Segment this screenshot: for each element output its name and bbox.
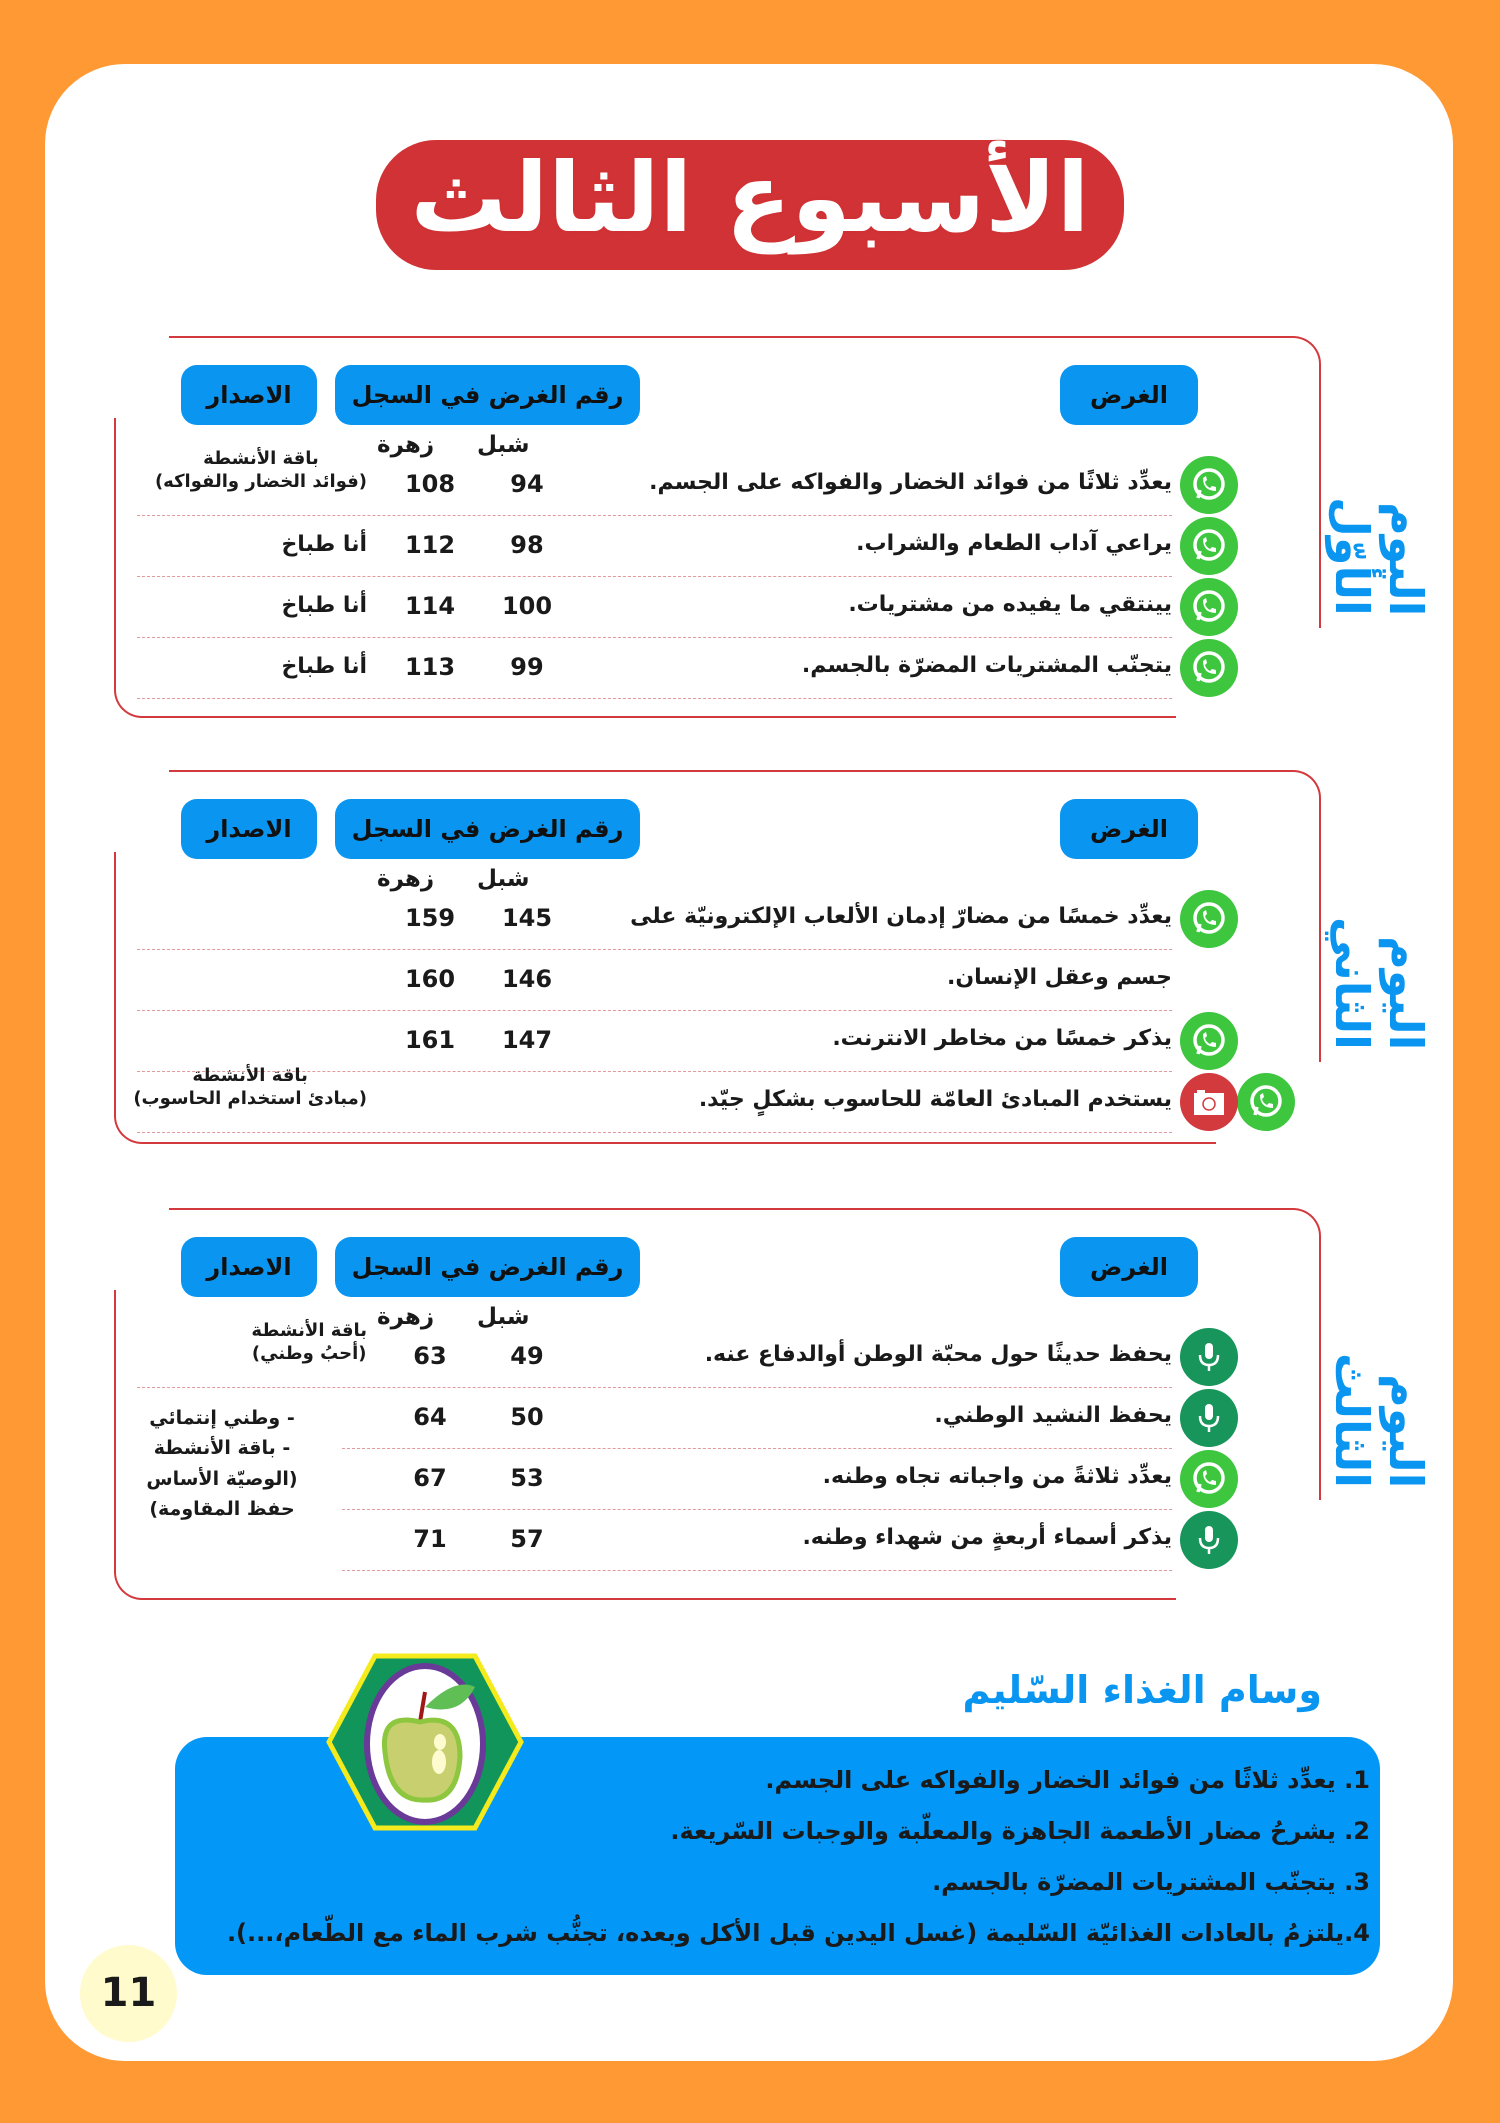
flower-number: 113 (404, 653, 456, 681)
day-label: اليوم الثالث (1325, 1352, 1433, 1488)
source-line: أنا طباخ (281, 593, 367, 618)
flower-number: 159 (404, 904, 456, 932)
subheader-cub: شبل (477, 1304, 530, 1330)
edition-source (155, 448, 367, 493)
table-row (137, 578, 1287, 638)
source-line: (الوصيّة الأساس (146, 1467, 298, 1490)
source-line: - وطني إنتمائي (149, 1407, 295, 1429)
whatsapp-icon[interactable] (1180, 517, 1238, 575)
badge-item: 4.يلتزمُ بالعادات الغذائيّة السّليمة (غسل اليدين قبل الأكل وبعده، تجنُّب شرب الماء مع الطّعام،...). (226, 1919, 1370, 1947)
badge-list (227, 1755, 1370, 1959)
flower-number: 63 (413, 1342, 447, 1370)
row-divider (137, 1010, 1172, 1011)
whatsapp-icon[interactable] (1180, 639, 1238, 697)
page-number: 11 (80, 1945, 177, 2042)
header-objective: الغرض (1060, 799, 1198, 859)
flower-number: 161 (404, 1026, 456, 1054)
table-row (137, 951, 1287, 1011)
flower-number: 71 (413, 1525, 447, 1553)
objective-text: جسم وعقل الإنسان. (947, 965, 1172, 990)
row-divider (137, 1387, 1172, 1388)
row-divider (137, 637, 1172, 638)
objective-text: يذكر خمسًا من مخاطر الانترنت. (832, 1026, 1172, 1051)
cub-number: 147 (501, 1026, 553, 1054)
row-divider (137, 698, 1172, 699)
subheader-cub: شبل (477, 866, 530, 892)
edition-source (281, 531, 367, 559)
badge-item: 3. يتجنّب المشتريات المضرّة بالجسم. (932, 1868, 1370, 1896)
flower-number: 67 (413, 1464, 447, 1492)
header-edition: الاصدار (181, 365, 317, 425)
cub-number: 94 (510, 470, 544, 498)
source-line: حفظ المقاومة) (149, 1498, 295, 1521)
source-line: باقة الأنشطة (251, 1320, 367, 1341)
source-line: (فوائد الخضار والفواكه) (154, 470, 367, 492)
subheader-flower: زهرة (377, 1304, 435, 1330)
header-objective: الغرض (1060, 1237, 1198, 1297)
table-row (133, 1065, 1287, 1133)
objective-text: يحفظ حديثًا حول محبّة الوطن أوالدفاع عنه. (704, 1342, 1172, 1367)
subheader-flower: زهرة (377, 432, 435, 458)
header-edition: الاصدار (181, 799, 317, 859)
cub-number: 53 (510, 1464, 544, 1492)
whatsapp-icon[interactable] (1180, 890, 1238, 948)
page-title-wrap (0, 140, 1500, 270)
edition-source (251, 1320, 367, 1365)
table-row (137, 890, 1287, 950)
row-divider (137, 1132, 1172, 1133)
objective-text: يتجنّب المشتريات المضرّة بالجسم. (801, 653, 1172, 678)
badge-title: وسام الغذاء السّليم (962, 1668, 1322, 1712)
flower-number: 108 (404, 470, 456, 498)
whatsapp-icon[interactable] (1180, 1450, 1238, 1508)
flower-number: 114 (404, 592, 456, 620)
row-divider (342, 1448, 1172, 1449)
source-line: (مبادئ استخدام الحاسوب) (133, 1087, 367, 1109)
day-label: اليوم الأوّل (1325, 497, 1433, 616)
cub-number: 99 (510, 653, 544, 681)
microphone-icon[interactable] (1180, 1389, 1238, 1447)
whatsapp-icon[interactable] (1180, 578, 1238, 636)
day-section (112, 336, 1433, 736)
row-divider (342, 1570, 1172, 1571)
table-row (137, 639, 1287, 699)
row-divider (342, 1509, 1172, 1510)
microphone-icon[interactable] (1180, 1328, 1238, 1386)
camera-icon[interactable] (1180, 1073, 1238, 1131)
day-section (112, 770, 1433, 1170)
whatsapp-icon[interactable] (1180, 456, 1238, 514)
header-record-number: رقم الغرض في السجل (335, 365, 640, 425)
header-record-number: رقم الغرض في السجل (335, 1237, 640, 1297)
source-line: باقة الأنشطة (192, 1065, 308, 1086)
day-label: اليوم الثاني (1325, 917, 1433, 1050)
flower-number: 160 (404, 965, 456, 993)
cub-number: 145 (501, 904, 553, 932)
table-row (137, 448, 1287, 516)
day-section (112, 1208, 1433, 1608)
source-line: أنا طباخ (281, 654, 367, 679)
flower-number: 64 (413, 1403, 447, 1431)
objective-text: يحفظ النشيد الوطني. (934, 1403, 1172, 1428)
objective-text: يعدِّد ثلاثًا من فوائد الخضار والفواكه على الجسم. (649, 470, 1172, 495)
microphone-icon[interactable] (1180, 1511, 1238, 1569)
source-line: (أحبُ وطني) (251, 1342, 367, 1364)
edition-source (133, 1065, 367, 1110)
objective-text: يستخدم المبادئ العامّة للحاسوب بشكلٍ جيّد. (698, 1087, 1172, 1112)
edition-source (281, 592, 367, 620)
cub-number: 50 (510, 1403, 544, 1431)
cub-number: 146 (501, 965, 553, 993)
flower-number: 112 (404, 531, 456, 559)
header-edition: الاصدار (181, 1237, 317, 1297)
objective-text: يينتقي ما يفيده من مشتريات. (848, 592, 1172, 617)
objective-text: يراعي آداب الطعام والشراب. (856, 531, 1172, 556)
page-title: الأسبوع الثالث (376, 140, 1123, 270)
whatsapp-icon[interactable] (1180, 1012, 1238, 1070)
row-divider (137, 576, 1172, 577)
row-divider (137, 515, 1172, 516)
header-record-number: رقم الغرض في السجل (335, 799, 640, 859)
table-row (137, 1320, 1287, 1388)
table-row (137, 1012, 1287, 1072)
table-row (137, 517, 1287, 577)
objective-text: يعدِّد خمسًا من مضارّ إدمان الألعاب الإلكترونيّة على (630, 904, 1172, 929)
subheader-cub: شبل (477, 432, 530, 458)
badge-item: 1. يعدِّد ثلاثًا من فوائد الخضار والفواكه على الجسم. (765, 1766, 1370, 1794)
source-line: أنا طباخ (281, 532, 367, 557)
source-line: - باقة الأنشطة (153, 1437, 291, 1460)
objective-text: يعدِّد ثلاثةً من واجباته تجاه وطنه. (822, 1464, 1172, 1489)
source-line: باقة الأنشطة (203, 448, 319, 469)
cub-number: 49 (510, 1342, 544, 1370)
cub-number: 57 (510, 1525, 544, 1553)
whatsapp-icon[interactable] (1237, 1073, 1295, 1131)
edition-source-shared (132, 1403, 312, 1525)
cub-number: 100 (501, 592, 553, 620)
badge-item: 2. يشرحُ مضار الأطعمة الجاهزة والمعلّبة والوجبات السّريعة. (670, 1817, 1370, 1845)
subheader-flower: زهرة (377, 866, 435, 892)
row-divider (137, 949, 1172, 950)
header-objective: الغرض (1060, 365, 1198, 425)
objective-text: يذكر أسماء أربعةٍ من شهداء وطنه. (802, 1525, 1172, 1550)
edition-source (281, 653, 367, 681)
cub-number: 98 (510, 531, 544, 559)
